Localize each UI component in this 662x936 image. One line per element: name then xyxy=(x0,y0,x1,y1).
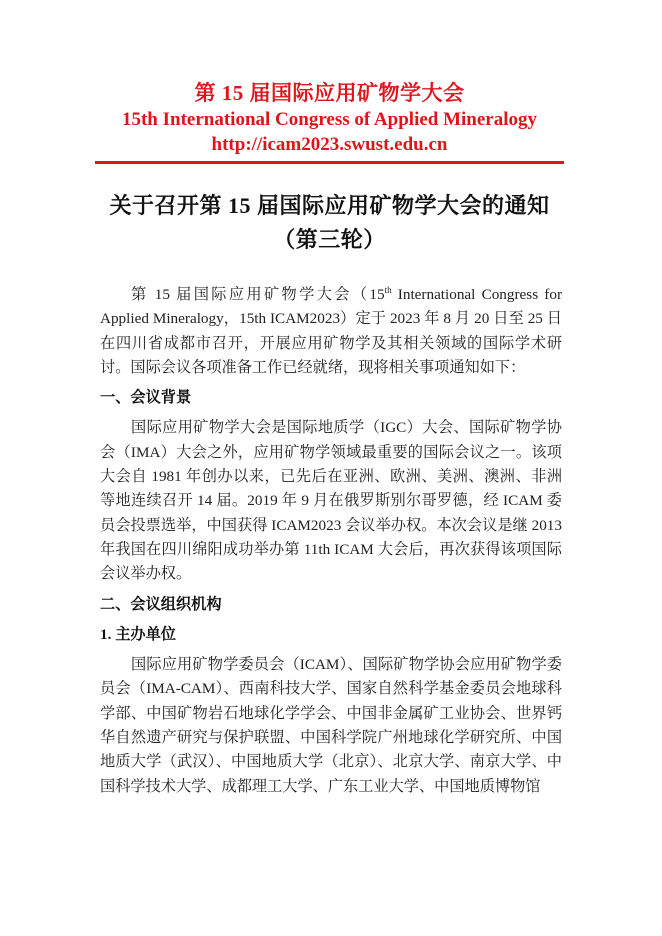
congress-title-chinese: 第 15 届国际应用矿物学大会 xyxy=(194,81,465,105)
congress-title-english: 15th International Congress of Applied Mineralogy xyxy=(121,109,538,130)
background-paragraph: 国际应用矿物学大会是国际地质学（IGC）大会、国际矿物学协会（IMA）大会之外，应用矿物学领域最重要的国际会议之一。该项大会自 1981 年创办以来，已先后在亚洲、欧洲、美洲、澳洲、非洲等地连续召开 14 届。2019 年 9 月在俄罗斯别尔哥罗德，经 ICAM 委员会投票选举，中国获得 ICAM2023 会议举办权。本次会议是继 2013 年我国在四川绵阳成功举办第 11th ICAM 大会后，再次获得该项国际会议举办权。 xyxy=(100,419,562,583)
intro-text-start: 第 15 届国际应用矿物学大会（15 xyxy=(131,286,385,303)
ordinal-superscript: th xyxy=(384,284,392,295)
congress-website-link[interactable]: http://icam2023.swust.edu.cn xyxy=(211,134,448,155)
section-heading-organization: 二、会议组织机构 xyxy=(100,595,222,613)
notice-title-main: 关于召开第 15 届国际应用矿物学大会的通知 xyxy=(109,193,550,218)
organizers-paragraph: 国际应用矿物学委员会（ICAM）、国际矿物学协会应用矿物学委员会（IMA-CAM）、西南科技大学、国家自然科学基金委员会地球科学部、中国矿物岩石地球化学学会、中国非金属矿工业协会、世界钙华自然遗产研究与保护联盟、中国科学院广州地球化学研究所、中国地质大学（武汉）、中国地质大学（北京）、北京大学、南京大学、中国科学技术大学、成都理工大学、广东工业大学、中国地质博物馆 xyxy=(100,656,562,795)
intro-text-rest: International Congress for Applied Mineralogy，15th ICAM2023）定于 2023 年 8 月 20 日至 25 日在四川省成都市召开，开展应用矿物学及其相关领域的国际学术研讨。国际会议各项准备工作已经就绪，现将相关事项通知如下： xyxy=(100,286,562,376)
intro-paragraph xyxy=(100,283,562,380)
document-body xyxy=(100,283,562,799)
notice-title xyxy=(95,189,564,257)
notice-title-round: （第三轮） xyxy=(273,227,386,252)
letterhead xyxy=(95,78,564,157)
subheading-organizers: 1. 主办单位 xyxy=(100,625,176,643)
header-divider xyxy=(95,161,564,164)
section-heading-background: 一、会议背景 xyxy=(100,389,192,407)
